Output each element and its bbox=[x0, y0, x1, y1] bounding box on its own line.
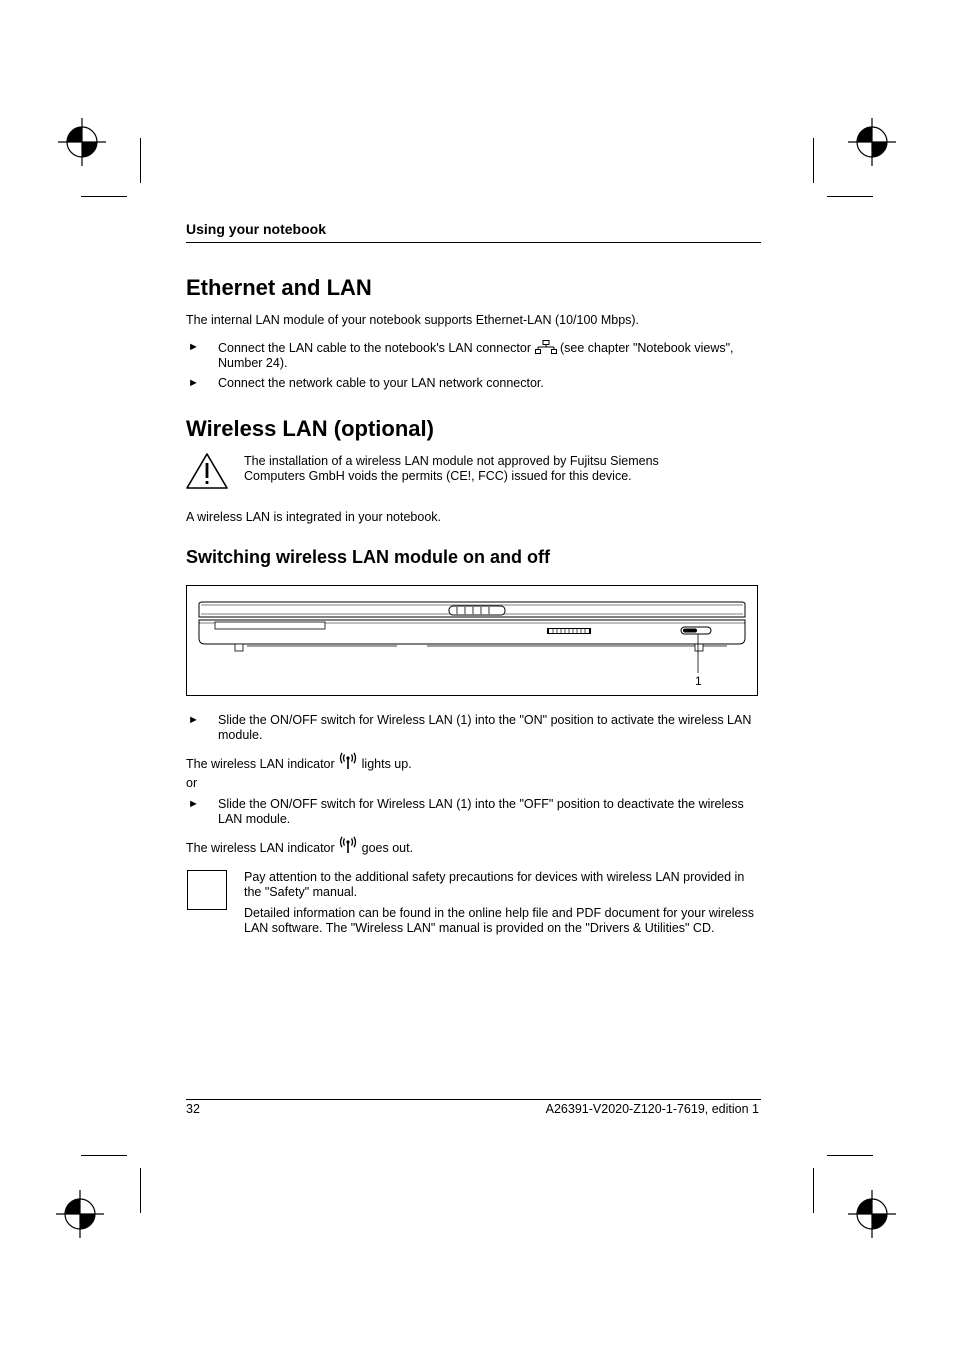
notebook-front-illustration bbox=[187, 586, 757, 695]
registration-mark-icon bbox=[56, 1190, 104, 1238]
notebook-front-view-figure bbox=[186, 585, 758, 696]
note-text-1: Pay attention to the additional safety precautions for devices with wireless LAN provided in the "Safety" manual. bbox=[244, 870, 745, 899]
warning-triangle-icon bbox=[185, 452, 229, 490]
crop-mark bbox=[813, 138, 814, 183]
warning-text: The installation of a wireless LAN module not approved by Fujitsu Siemens Computers GmbH voids the permits (CE!, FCC) issued for this device. bbox=[244, 454, 659, 483]
footer-rule bbox=[186, 1099, 761, 1100]
wireless-lan-indicator-icon bbox=[338, 752, 358, 770]
crop-mark bbox=[140, 1168, 141, 1213]
crop-mark bbox=[140, 138, 141, 183]
wireless-intro: A wireless LAN is integrated in your notebook. bbox=[186, 510, 441, 524]
switch-off-text: Slide the ON/OFF switch for Wireless LAN (1) into the "OFF" position to deactivate the wireless LAN module. bbox=[218, 797, 744, 826]
crop-mark bbox=[81, 196, 127, 197]
indicator-off-before: The wireless LAN indicator bbox=[186, 841, 335, 855]
ethernet-step-1 bbox=[186, 340, 761, 372]
switch-on-text: Slide the ON/OFF switch for Wireless LAN (1) into the "ON" position to activate the wireless LAN module. bbox=[218, 713, 752, 742]
registration-mark-icon bbox=[848, 1190, 896, 1238]
page-number: 32 bbox=[186, 1102, 200, 1116]
crop-mark bbox=[827, 196, 873, 197]
switch-off-step bbox=[186, 797, 761, 829]
step2-text: Connect the network cable to your LAN network connector. bbox=[218, 376, 544, 390]
bullet-arrow-icon: ► bbox=[188, 377, 199, 389]
bullet-arrow-icon: ► bbox=[188, 798, 199, 810]
section-title-switching: Switching wireless LAN module on and off bbox=[186, 547, 551, 567]
indicator-on-before: The wireless LAN indicator bbox=[186, 757, 335, 771]
indicator-on-line bbox=[186, 752, 761, 772]
header-rule bbox=[186, 242, 761, 243]
note-box-icon bbox=[187, 870, 227, 910]
figure-callout-1: 1 bbox=[695, 674, 702, 688]
bullet-arrow-icon: ► bbox=[188, 714, 199, 726]
bullet-arrow-icon: ► bbox=[188, 341, 199, 353]
registration-mark-icon bbox=[848, 118, 896, 166]
ethernet-intro: The internal LAN module of your notebook supports Ethernet-LAN (10/100 Mbps). bbox=[186, 313, 640, 327]
or-text: or bbox=[186, 776, 198, 790]
section-title-ethernet: Ethernet and LAN bbox=[186, 275, 372, 300]
crop-mark bbox=[813, 1168, 814, 1213]
note-text-2: Detailed information can be found in the online help file and PDF document for your wireless LAN software. The "Wireless LAN" manual is provided on the "Drivers & Utilities" CD. bbox=[244, 906, 755, 935]
ethernet-step-2 bbox=[186, 376, 761, 392]
step1-text-before: Connect the LAN cable to the notebook's LAN connector bbox=[218, 341, 532, 355]
registration-mark-icon bbox=[58, 118, 106, 166]
section-title-wireless: Wireless LAN (optional) bbox=[186, 416, 434, 441]
running-header: Using your notebook bbox=[186, 221, 326, 237]
lan-connector-icon bbox=[535, 340, 557, 355]
crop-mark bbox=[827, 1155, 873, 1156]
indicator-off-line bbox=[186, 836, 761, 856]
indicator-on-after: lights up. bbox=[361, 757, 412, 771]
indicator-off-after: goes out. bbox=[361, 841, 414, 855]
document-id: A26391-V2020-Z120-1-7619, edition 1 bbox=[545, 1102, 759, 1116]
wireless-lan-indicator-icon bbox=[338, 836, 358, 854]
step1-text-after: (see chapter "Notebook views", Number 24). bbox=[218, 341, 734, 370]
crop-mark bbox=[81, 1155, 127, 1156]
switch-on-step bbox=[186, 713, 761, 745]
